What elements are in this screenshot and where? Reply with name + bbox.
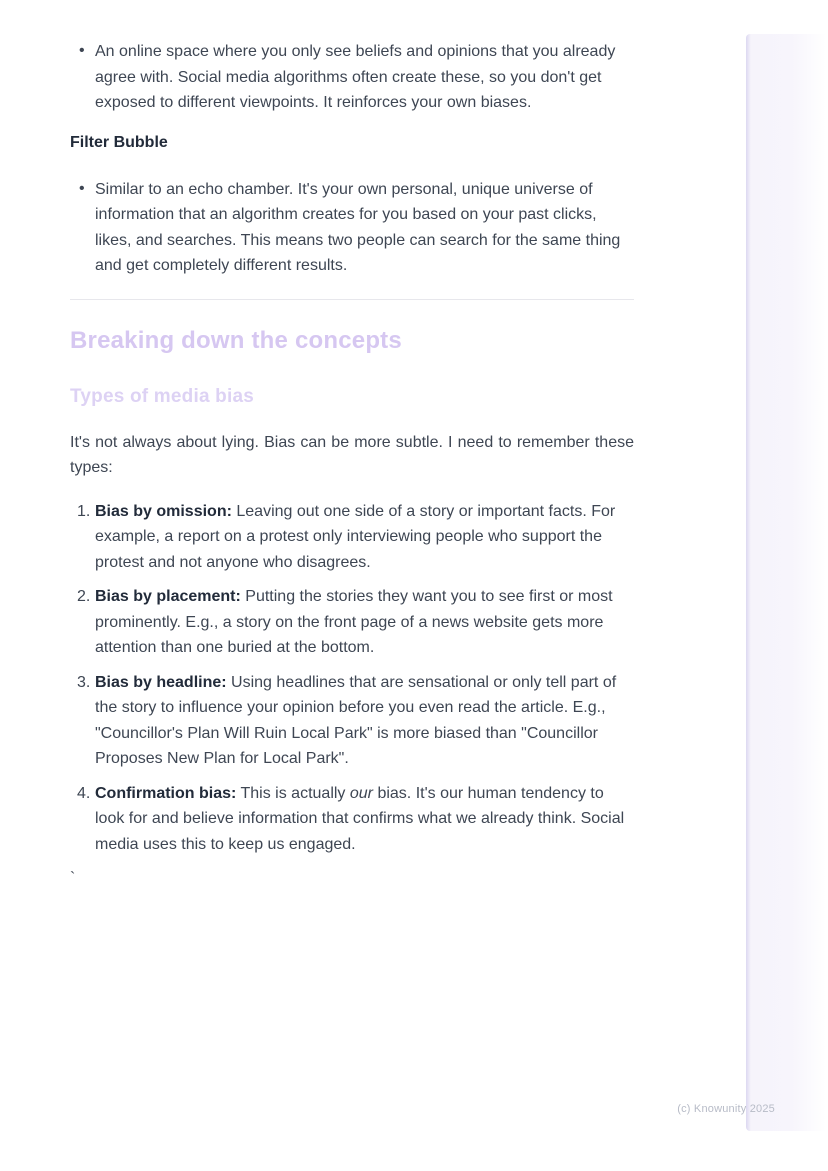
list-item: [70, 670, 634, 772]
filter-bubble-bullet-list: [70, 177, 634, 279]
stray-character: `: [70, 870, 76, 887]
list-item: [70, 177, 634, 279]
list-number: 3.: [77, 673, 91, 691]
numbered-list: [70, 499, 634, 858]
intro-paragraph: It's not always about lying. Bias can be more subtle. I need to remember these types:: [70, 433, 634, 476]
list-item-text: Using headlines that are sensational or only tell part of the story to influence your opinion before you even read the article. E.g., "Councillor's Plan Will Ruin Local Park" is more biased than "Councillor Proposes New Plan for Local Park".: [95, 673, 617, 767]
list-item-text: Putting the stories they want you to see first or most prominently. E.g., a story on the front page of a news website gets more attention than one buried at the bottom.: [95, 588, 613, 656]
list-item-text: bias. It's our human tendency to look for and believe information that confirms what we already think. Social media uses this to keep us engaged.: [95, 784, 625, 853]
bullet-icon: •: [79, 42, 85, 59]
list-item-lead: Confirmation bias:: [95, 784, 237, 802]
side-decoration-strip: [746, 34, 828, 1131]
list-item: [70, 781, 634, 858]
sub-section-heading: Types of media bias: [70, 385, 255, 407]
list-item-text: Leaving out one side of a story or important facts. For example, a report on a protest only interviewing people who support the protest and not anyone who disagrees.: [95, 502, 616, 571]
section-divider: [70, 299, 634, 300]
echo-chamber-bullet-list: [70, 39, 634, 116]
list-item: [70, 39, 634, 116]
list-item-lead: Bias by omission:: [95, 502, 232, 520]
list-item-text: our: [349, 784, 373, 802]
list-item: [70, 499, 634, 576]
list-item: [70, 584, 634, 661]
list-number: 1.: [77, 502, 91, 520]
copyright-footer: (c) Knowunity 2025: [677, 1103, 775, 1115]
echo-chamber-bullet-text: An online space where you only see beliefs and opinions that you already agree with. Social media algorithms often create these, so you don't get exposed to different viewpoints. It reinforces your own biases.: [95, 43, 616, 111]
list-number: 2.: [77, 588, 91, 605]
document-content: [70, 0, 634, 892]
section-heading: Breaking down the concepts: [70, 326, 402, 354]
list-item-text: This is actually: [236, 784, 350, 802]
filter-bubble-bullet-text: Similar to an echo chamber. It's your own personal, unique universe of information that an algorithm creates for you based on your past clicks, likes, and searches. This means two people can search for the same thing and get completely different results.: [95, 180, 621, 274]
list-item-lead: Bias by headline:: [95, 673, 227, 691]
list-item-lead: Bias by placement:: [95, 588, 241, 605]
list-number: 4.: [77, 784, 91, 802]
bullet-icon: •: [79, 179, 85, 197]
filter-bubble-heading: Filter Bubble: [70, 133, 168, 151]
